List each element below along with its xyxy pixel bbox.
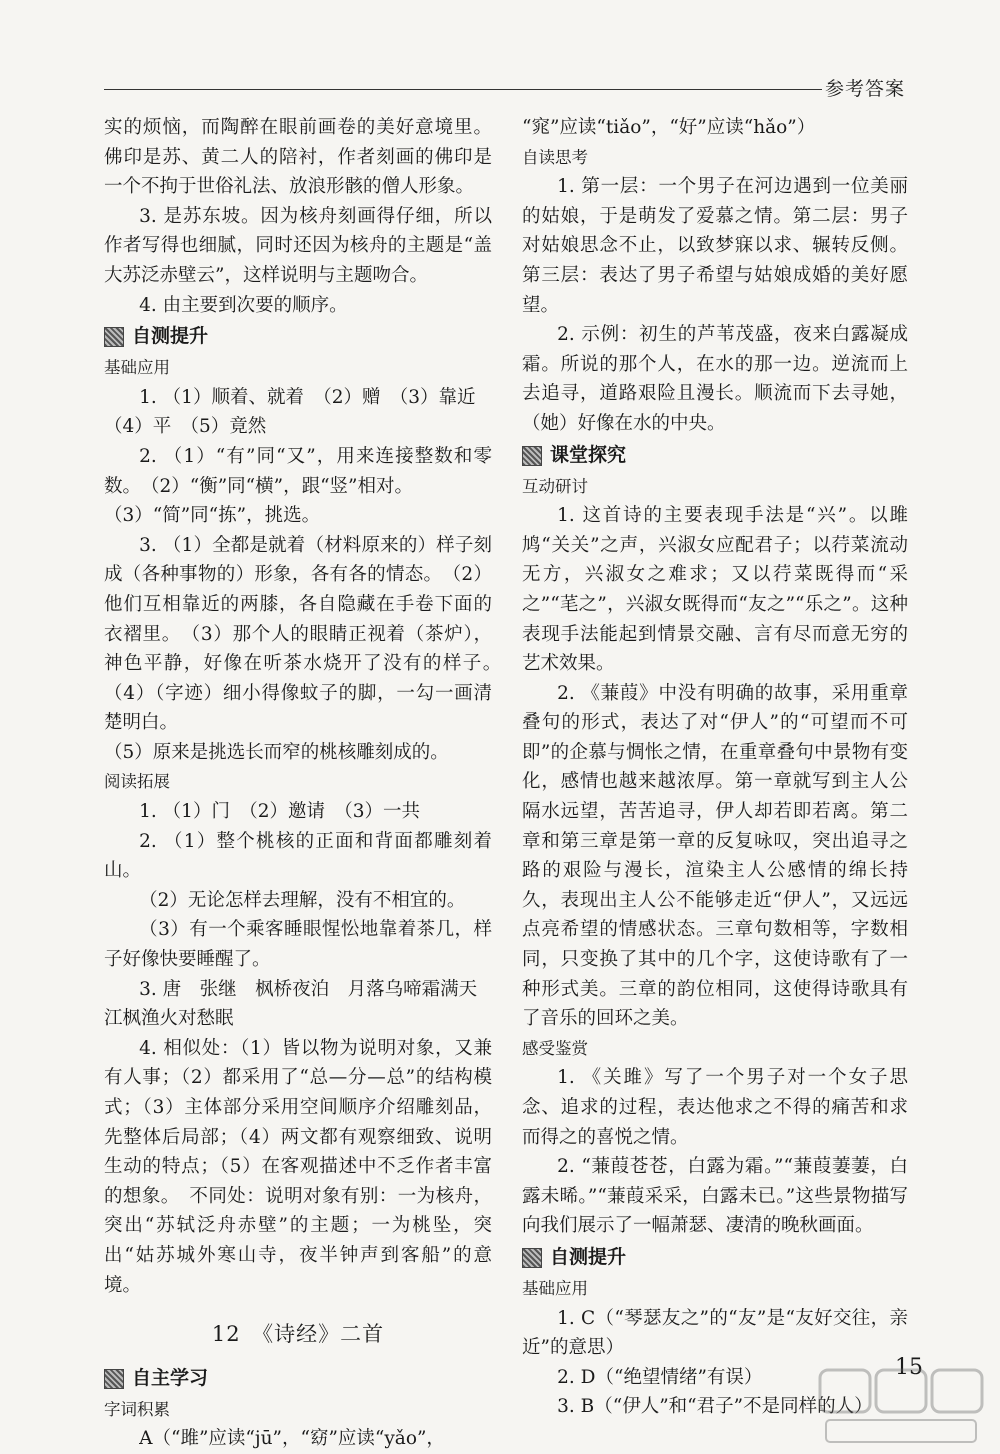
subheading: 字词积累	[104, 1399, 170, 1419]
watermark-logo	[818, 1368, 988, 1448]
right-column	[522, 113, 908, 1422]
answer-paragraph: 江枫渔火对愁眠	[104, 1008, 234, 1030]
answer-paragraph: 3. 唐 张继 枫桥夜泊 月落乌啼霜满天	[139, 978, 478, 1000]
answer-paragraph: 1. C（“琴瑟友之”的“友”是“友好交往，亲近”的意思）	[522, 1307, 908, 1359]
answer-paragraph: 2. 示例：初生的芦苇茂盛，夜来白露凝成霜。所说的那个人，在水的那一边。逆流而上去追寻，道路艰险且漫长。顺流而下去寻她，（她）好像在水的中央。	[522, 324, 908, 434]
answer-paragraph: 4. 由主要到次要的顺序。	[139, 294, 348, 316]
section-heading	[104, 1364, 492, 1394]
section-title: 课堂探究	[550, 443, 627, 466]
section-heading	[522, 1243, 908, 1273]
header-rule	[104, 89, 822, 90]
answer-paragraph: 1. 这首诗的主要表现手法是“兴”。以雎鸠“关关”之声，兴淑女应配君子；以荇菜流动无方，兴淑女之难求；又以荇菜既得而“采之”“芼之”，兴淑女既得而“友之”“乐之”。这种表现手法能起到情景交融、言有尽而意无穷的艺术效果。	[522, 505, 908, 675]
section-icon	[104, 327, 124, 347]
left-column	[104, 113, 511, 1454]
section-title: 自测提升	[550, 1246, 627, 1269]
answer-paragraph: （4）平 （5）竟然	[104, 416, 267, 438]
answer-paragraph: 2. “蒹葭苍苍，白露为霜。”“蒹葭萋萋，白露未晞。”“蒹葭采采，白露未已。”这些景物描写向我们展示了一幅萧瑟、凄清的晚秋画面。	[522, 1156, 908, 1237]
answer-paragraph: “窕”应读“tiǎo”，“好”应读“hǎo”）	[522, 117, 816, 138]
answer-paragraph: 2. （1）“有”同“又”，用来连接整数和零数。 （2）“衡”同“横”，跟“竖”相对。	[104, 445, 492, 497]
answer-paragraph: 3. 是苏东坡。因为核舟刻画得仔细，所以作者写得也细腻，同时还因为核舟的主题是“盖大苏泛赤壁云”，这样说明与主题吻合。	[104, 205, 492, 286]
answer-paragraph: 3. B（“伊人”和“君子”不是同样的人）	[557, 1396, 873, 1418]
section-icon	[522, 1248, 542, 1268]
chapter-title: 12 《诗经》二首	[211, 1322, 385, 1347]
page-number: 15	[895, 1355, 923, 1380]
subheading: 感受鉴赏	[522, 1038, 588, 1058]
answer-paragraph: 2. D（“绝望情绪”有误）	[557, 1366, 763, 1388]
subheading: 基础应用	[522, 1278, 588, 1298]
answer-paragraph: 3. （1）全都是就着（材料原来的）样子刻成（各种事物的）形象，各有各的情态。 （2）他们互相靠近的两膝，各自隐藏在手卷下面的衣褶里。 （3）那个人的眼睛正视着（茶炉），神色平静，好像在听茶水烧开了没有的样子。 （4）（字迹）细小得像蚊子的脚，一勾一画清楚明白。	[104, 534, 511, 734]
answer-paragraph: 2. （1）整个桃核的正面和背面都雕刻着山。	[104, 830, 492, 882]
subheading: 互动研讨	[522, 476, 588, 496]
answer-paragraph: A（“雎”应读“jū”，“窈”应读“yǎo”，	[139, 1428, 445, 1450]
answer-paragraph: 1. （1）顺着、就着 （2）赠 （3）靠近	[139, 386, 476, 408]
answer-paragraph: （3）有一个乘客睡眼惺忪地靠着茶几，样子好像快要睡醒了。	[104, 919, 492, 971]
running-header: 参考答案	[824, 78, 905, 100]
answer-paragraph: 实的烦恼，而陶醉在眼前画卷的美好意境里。佛印是苏、黄二人的陪衬，作者刻画的佛印是一个不拘于世俗礼法、放浪形骸的僧人形象。	[104, 117, 492, 198]
answer-paragraph: 2. 《蒹葭》中没有明确的故事，采用重章叠句的形式，表达了对“伊人”的“可望而不可即”的企慕与惆怅之情，在重章叠句中景物有变化，感情也越来越浓厚。第一章就写到主人公隔水远望，苦苦追寻，伊人却若即若离。第二章和第三章是第一章的反复咏叹，突出追寻之路的艰险与漫长，渲染主人公感情的绵长持久，表现出主人公不能够走近“伊人”，又远远点亮希望的情感状态。三章句数相等，字数相同，只变换了其中的几个字，这使诗歌有了一种形式美。三章的韵位相同，这使得诗歌具有了音乐的回环之美。	[522, 682, 908, 1030]
answer-paragraph: 4. 相似处：（1）皆以物为说明对象，又兼有人事；（2）都采用了“总—分—总”的结构模式；（3）主体部分采用空间顺序介绍雕刻品，先整体后局部；（4）两文都有观察细致、说明生动的特点；（5）在客观描述中不乏作者丰富的想象。 不同处：说明对象有别：一为核舟，突出“苏轼泛舟赤壁”的主题；一为桃坠，突出“姑苏城外寒山寺，夜半钟声到客船”的意境。	[104, 1037, 492, 1296]
section-icon	[522, 446, 542, 466]
answer-paragraph: （5）原来是挑选长而窄的桃核雕刻成的。	[104, 741, 449, 763]
section-title: 自测提升	[132, 325, 209, 348]
answer-paragraph: 1. 第一层：一个男子在河边遇到一位美丽的姑娘，于是萌发了爱慕之情。第二层：男子对姑娘思念不止，以致梦寐以求、辗转反侧。第三层：表达了男子希望与姑娘成婚的美好愿望。	[522, 176, 908, 316]
answer-paragraph: 1. （1）门 （2）邀请 （3）一共	[139, 801, 420, 823]
section-title: 自主学习	[132, 1366, 209, 1389]
subheading: 自读思考	[522, 147, 588, 167]
answer-paragraph: 1. 《关雎》写了一个男子对一个女子思念、追求的过程，表达他求之不得的痛苦和求而得之的喜悦之情。	[522, 1067, 908, 1148]
answer-paragraph: （3）“简”同“拣”，挑选。	[104, 505, 321, 527]
section-heading	[104, 322, 492, 352]
section-heading	[522, 441, 908, 471]
answer-paragraph: （2）无论怎样去理解，没有不相宜的。	[139, 889, 466, 911]
subheading: 阅读拓展	[104, 772, 170, 792]
section-icon	[104, 1369, 124, 1389]
subheading: 基础应用	[104, 358, 170, 378]
